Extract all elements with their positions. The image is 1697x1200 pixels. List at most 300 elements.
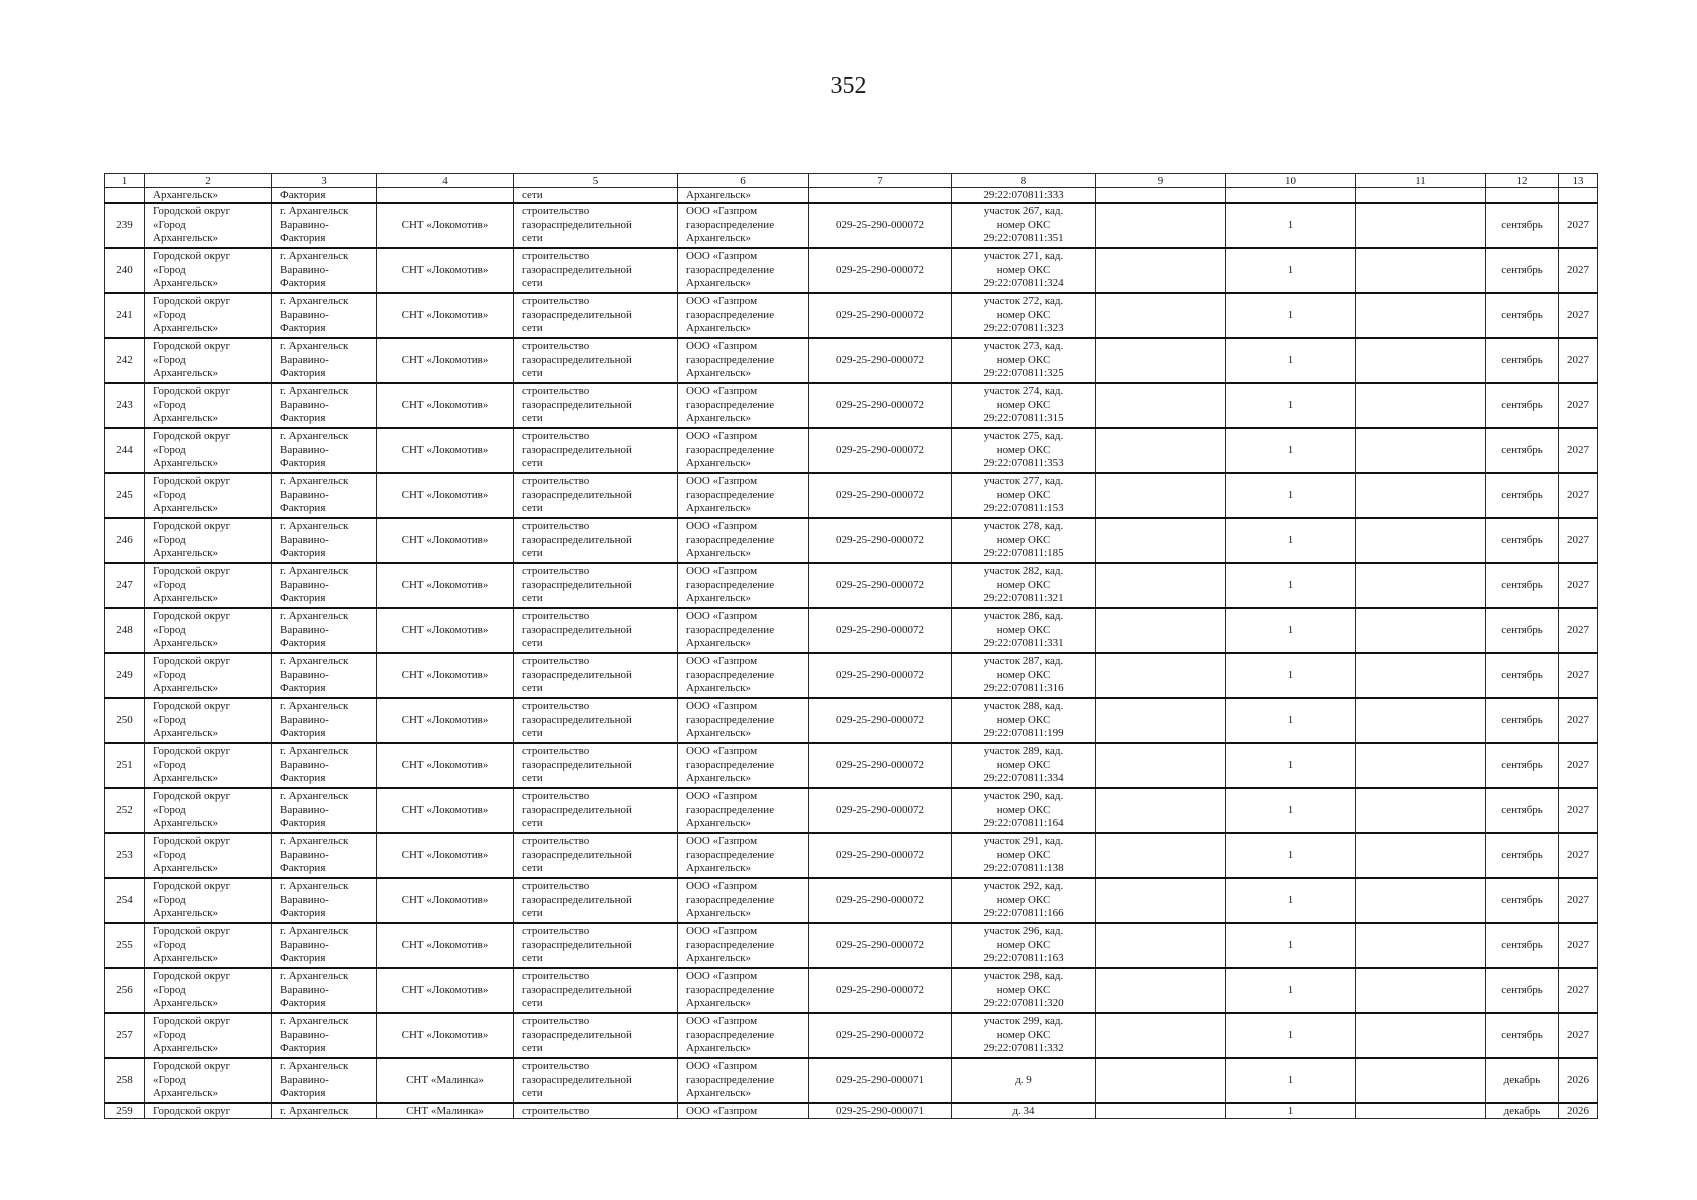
cell-object: участок 287, кад. номер ОКС 29:22:070811:316 [952,653,1096,698]
cell-district: Городской округ «Город Архангельск» [145,203,272,248]
cell-col11 [1356,653,1486,698]
cell-code: 029-25-290-000072 [809,968,952,1013]
cell-snt: СНТ «Локомотив» [377,788,514,833]
table-row [105,1013,1598,1058]
cell-locality: г. Архангельск Варавино- Фактория [272,743,377,788]
cell-district: Городской округ [145,1103,272,1119]
cell-district: Городской округ «Город Архангельск» [145,563,272,608]
cell-object: участок 298, кад. номер ОКС 29:22:070811:320 [952,968,1096,1013]
cell-locality: г. Архангельск Варавино- Фактория [272,293,377,338]
cell-quantity: 1 [1226,248,1356,293]
cell-district: Городской округ «Город Архангельск» [145,968,272,1013]
cell-code: 029-25-290-000072 [809,338,952,383]
cell-number: 242 [105,338,145,383]
cell-locality: г. Архангельск Варавино- Фактория [272,1058,377,1103]
cell-snt: СНТ «Локомотив» [377,248,514,293]
cell-organization: ООО «Газпром газораспределение Архангельск» [678,743,809,788]
cell-col9 [1096,743,1226,788]
table-row [105,1058,1598,1103]
cell-work: строительство газораспределительной сети [514,473,678,518]
cell-col9 [1096,788,1226,833]
cell-number: 256 [105,968,145,1013]
cell-locality: г. Архангельск Варавино- Фактория [272,653,377,698]
cell-code: 029-25-290-000072 [809,743,952,788]
cell-work: строительство газораспределительной сети [514,518,678,563]
cell-col11 [1356,743,1486,788]
cell-number: 252 [105,788,145,833]
cell-year: 2027 [1559,248,1598,293]
cell-work: строительство газораспределительной сети [514,293,678,338]
table-row [105,1103,1598,1119]
cell-locality: г. Архангельск Варавино- Фактория [272,788,377,833]
column-number-row [105,174,1598,188]
cell-organization: ООО «Газпром газораспределение Архангельск» [678,293,809,338]
cell-object: участок 282, кад. номер ОКС 29:22:070811:321 [952,563,1096,608]
cell-district: Городской округ «Город Архангельск» [145,338,272,383]
cell-number: 258 [105,1058,145,1103]
cell-month: сентябрь [1486,473,1559,518]
cell-locality: г. Архангельск Варавино- Фактория [272,338,377,383]
cell-month: сентябрь [1486,833,1559,878]
cell-col11 [1356,923,1486,968]
cell-object: участок 278, кад. номер ОКС 29:22:070811:185 [952,518,1096,563]
table-row [105,383,1598,428]
cell-number: 257 [105,1013,145,1058]
cell-work: сети [514,188,678,204]
cell-code: 029-25-290-000072 [809,833,952,878]
cell-object: участок 286, кад. номер ОКС 29:22:070811:331 [952,608,1096,653]
cell-number: 255 [105,923,145,968]
cell-month: сентябрь [1486,383,1559,428]
cell-work: строительство газораспределительной сети [514,833,678,878]
cell-number: 245 [105,473,145,518]
cell-quantity: 1 [1226,878,1356,923]
cell-quantity [1226,188,1356,204]
cell-code: 029-25-290-000072 [809,383,952,428]
cell-district: Городской округ «Город Архангельск» [145,1013,272,1058]
cell-district: Городской округ «Город Архангельск» [145,428,272,473]
cell-organization: ООО «Газпром газораспределение Архангельск» [678,1058,809,1103]
cell-locality: г. Архангельск Варавино- Фактория [272,428,377,473]
cell-locality: г. Архангельск Варавино- Фактория [272,968,377,1013]
cell-quantity: 1 [1226,203,1356,248]
cell-quantity: 1 [1226,608,1356,653]
cell-locality: г. Архангельск Варавино- Фактория [272,203,377,248]
column-number: 10 [1226,174,1356,188]
cell-snt: СНТ «Локомотив» [377,383,514,428]
cell-code: 029-25-290-000072 [809,698,952,743]
cell-snt: СНТ «Локомотив» [377,923,514,968]
cell-year: 2027 [1559,653,1598,698]
cell-number: 243 [105,383,145,428]
cell-code: 029-25-290-000072 [809,428,952,473]
cell-district: Городской округ «Город Архангельск» [145,653,272,698]
cell-col9 [1096,188,1226,204]
cell-organization: Архангельск» [678,188,809,204]
cell-number: 249 [105,653,145,698]
cell-organization: ООО «Газпром газораспределение Архангельск» [678,383,809,428]
cell-organization: ООО «Газпром газораспределение Архангельск» [678,653,809,698]
cell-object: участок 292, кад. номер ОКС 29:22:070811:166 [952,878,1096,923]
cell-object: участок 275, кад. номер ОКС 29:22:070811:353 [952,428,1096,473]
cell-quantity: 1 [1226,1013,1356,1058]
cell-year [1559,188,1598,204]
cell-district: Городской округ «Город Архангельск» [145,608,272,653]
table-row [105,698,1598,743]
cell-year: 2027 [1559,878,1598,923]
cell-month: сентябрь [1486,743,1559,788]
cell-col11 [1356,878,1486,923]
table-row [105,248,1598,293]
cell-year: 2027 [1559,698,1598,743]
cell-quantity: 1 [1226,518,1356,563]
cell-year: 2027 [1559,428,1598,473]
table-row [105,293,1598,338]
cell-snt [377,188,514,204]
table-row [105,743,1598,788]
column-number: 3 [272,174,377,188]
cell-organization: ООО «Газпром газораспределение Архангельск» [678,428,809,473]
cell-organization: ООО «Газпром газораспределение Архангельск» [678,698,809,743]
cell-number: 253 [105,833,145,878]
table-row [105,203,1598,248]
table-row [105,563,1598,608]
cell-col11 [1356,248,1486,293]
cell-quantity: 1 [1226,743,1356,788]
column-number: 9 [1096,174,1226,188]
cell-quantity: 1 [1226,563,1356,608]
cell-work: строительство газораспределительной сети [514,788,678,833]
cell-organization: ООО «Газпром [678,1103,809,1119]
cell-snt: СНТ «Малинка» [377,1058,514,1103]
cell-quantity: 1 [1226,788,1356,833]
cell-quantity: 1 [1226,968,1356,1013]
cell-district: Городской округ «Город Архангельск» [145,743,272,788]
cell-work: строительство газораспределительной сети [514,1013,678,1058]
cell-locality: г. Архангельск [272,1103,377,1119]
cell-quantity: 1 [1226,653,1356,698]
cell-district: Городской округ «Город Архангельск» [145,698,272,743]
cell-organization: ООО «Газпром газораспределение Архангельск» [678,473,809,518]
cell-snt: СНТ «Локомотив» [377,878,514,923]
table-row [105,653,1598,698]
cell-year: 2027 [1559,608,1598,653]
cell-col11 [1356,1058,1486,1103]
cell-number: 248 [105,608,145,653]
cell-col9 [1096,923,1226,968]
table-row [105,833,1598,878]
cell-quantity: 1 [1226,833,1356,878]
cell-work: строительство газораспределительной сети [514,653,678,698]
cell-code: 029-25-290-000071 [809,1103,952,1119]
cell-month: сентябрь [1486,338,1559,383]
cell-code: 029-25-290-000072 [809,248,952,293]
cell-col9 [1096,608,1226,653]
cell-locality: г. Архангельск Варавино- Фактория [272,248,377,293]
cell-district: Городской округ «Город Архангельск» [145,518,272,563]
cell-col9 [1096,203,1226,248]
cell-district: Городской округ «Город Архангельск» [145,878,272,923]
cell-month: декабрь [1486,1058,1559,1103]
cell-work: строительство газораспределительной сети [514,428,678,473]
cell-year: 2027 [1559,203,1598,248]
cell-code: 029-25-290-000072 [809,608,952,653]
cell-quantity: 1 [1226,473,1356,518]
cell-col9 [1096,563,1226,608]
cell-organization: ООО «Газпром газораспределение Архангельск» [678,203,809,248]
cell-month: сентябрь [1486,203,1559,248]
cell-organization: ООО «Газпром газораспределение Архангельск» [678,788,809,833]
cell-number [105,188,145,204]
cell-work: строительство газораспределительной сети [514,878,678,923]
cell-code [809,188,952,204]
table-row [105,518,1598,563]
cell-snt: СНТ «Малинка» [377,1103,514,1119]
cell-year: 2027 [1559,473,1598,518]
cell-work: строительство газораспределительной сети [514,203,678,248]
cell-work: строительство газораспределительной сети [514,608,678,653]
cell-col11 [1356,1103,1486,1119]
cell-code: 029-25-290-000072 [809,293,952,338]
cell-quantity: 1 [1226,293,1356,338]
cell-month [1486,188,1559,204]
column-number: 4 [377,174,514,188]
table-row [105,878,1598,923]
cell-object: участок 277, кад. номер ОКС 29:22:070811:153 [952,473,1096,518]
cell-month: сентябрь [1486,1013,1559,1058]
cell-col11 [1356,203,1486,248]
cell-col9 [1096,1103,1226,1119]
cell-month: сентябрь [1486,293,1559,338]
cell-col9 [1096,1058,1226,1103]
column-number: 5 [514,174,678,188]
cell-year: 2027 [1559,788,1598,833]
cell-code: 029-25-290-000072 [809,788,952,833]
cell-locality: г. Архангельск Варавино- Фактория [272,383,377,428]
column-number: 7 [809,174,952,188]
page-number: 352 [830,73,867,99]
column-number: 6 [678,174,809,188]
cell-organization: ООО «Газпром газораспределение Архангельск» [678,878,809,923]
cell-col11 [1356,383,1486,428]
cell-snt: СНТ «Локомотив» [377,563,514,608]
cell-col11 [1356,428,1486,473]
cell-number: 241 [105,293,145,338]
cell-col9 [1096,968,1226,1013]
cell-object: участок 291, кад. номер ОКС 29:22:070811:138 [952,833,1096,878]
cell-organization: ООО «Газпром газораспределение Архангельск» [678,1013,809,1058]
cell-object: д. 34 [952,1103,1096,1119]
cell-month: сентябрь [1486,653,1559,698]
cell-col11 [1356,518,1486,563]
cell-object: участок 267, кад. номер ОКС 29:22:070811:351 [952,203,1096,248]
cell-code: 029-25-290-000072 [809,203,952,248]
table-row [105,788,1598,833]
cell-number: 259 [105,1103,145,1119]
column-number: 1 [105,174,145,188]
column-number: 2 [145,174,272,188]
table-row [105,473,1598,518]
cell-quantity: 1 [1226,428,1356,473]
cell-object: д. 9 [952,1058,1096,1103]
cell-district: Городской округ «Город Архангельск» [145,1058,272,1103]
column-number: 12 [1486,174,1559,188]
cell-year: 2027 [1559,383,1598,428]
cell-col11 [1356,188,1486,204]
cell-organization: ООО «Газпром газораспределение Архангельск» [678,563,809,608]
cell-col9 [1096,518,1226,563]
cell-locality: г. Архангельск Варавино- Фактория [272,833,377,878]
cell-locality: г. Архангельск Варавино- Фактория [272,878,377,923]
cell-snt: СНТ «Локомотив» [377,1013,514,1058]
cell-quantity: 1 [1226,698,1356,743]
column-number: 13 [1559,174,1598,188]
cell-year: 2027 [1559,338,1598,383]
cell-number: 244 [105,428,145,473]
continuation-row [105,188,1598,204]
cell-month: сентябрь [1486,698,1559,743]
cell-month: сентябрь [1486,923,1559,968]
cell-col11 [1356,338,1486,383]
cell-snt: СНТ «Локомотив» [377,608,514,653]
cell-code: 029-25-290-000071 [809,1058,952,1103]
cell-object: участок 274, кад. номер ОКС 29:22:070811:315 [952,383,1096,428]
table-row [105,968,1598,1013]
table-row [105,608,1598,653]
cell-col11 [1356,563,1486,608]
table-row [105,923,1598,968]
cell-object: участок 296, кад. номер ОКС 29:22:070811:163 [952,923,1096,968]
cell-locality: г. Архангельск Варавино- Фактория [272,473,377,518]
cell-code: 029-25-290-000072 [809,653,952,698]
cell-district: Городской округ «Город Архангельск» [145,293,272,338]
cell-year: 2027 [1559,518,1598,563]
cell-object: участок 288, кад. номер ОКС 29:22:070811:199 [952,698,1096,743]
cell-number: 247 [105,563,145,608]
cell-work: строительство газораспределительной сети [514,248,678,293]
table-row [105,428,1598,473]
cell-object: 29:22:070811:333 [952,188,1096,204]
cell-object: участок 289, кад. номер ОКС 29:22:070811:334 [952,743,1096,788]
cell-snt: СНТ «Локомотив» [377,518,514,563]
cell-snt: СНТ «Локомотив» [377,698,514,743]
cell-col9 [1096,833,1226,878]
cell-col9 [1096,698,1226,743]
cell-organization: ООО «Газпром газораспределение Архангельск» [678,608,809,653]
cell-quantity: 1 [1226,923,1356,968]
cell-col9 [1096,878,1226,923]
cell-month: сентябрь [1486,248,1559,293]
column-number: 11 [1356,174,1486,188]
cell-col11 [1356,1013,1486,1058]
cell-year: 2026 [1559,1058,1598,1103]
cell-district: Городской округ «Город Архангельск» [145,833,272,878]
cell-col9 [1096,383,1226,428]
cell-col11 [1356,833,1486,878]
cell-work: строительство [514,1103,678,1119]
cell-snt: СНТ «Локомотив» [377,743,514,788]
table-row [105,338,1598,383]
cell-object: участок 290, кад. номер ОКС 29:22:070811:164 [952,788,1096,833]
cell-work: строительство газораспределительной сети [514,743,678,788]
cell-number: 239 [105,203,145,248]
cell-organization: ООО «Газпром газораспределение Архангельск» [678,338,809,383]
cell-code: 029-25-290-000072 [809,923,952,968]
cell-col9 [1096,293,1226,338]
cell-code: 029-25-290-000072 [809,518,952,563]
register-table [104,173,1598,1119]
cell-organization: ООО «Газпром газораспределение Архангельск» [678,248,809,293]
cell-locality: г. Архангельск Варавино- Фактория [272,698,377,743]
cell-district: Городской округ «Город Архангельск» [145,383,272,428]
column-number: 8 [952,174,1096,188]
cell-locality: Фактория [272,188,377,204]
cell-code: 029-25-290-000072 [809,473,952,518]
cell-district: Городской округ «Город Архангельск» [145,248,272,293]
cell-col9 [1096,428,1226,473]
cell-year: 2027 [1559,1013,1598,1058]
cell-quantity: 1 [1226,383,1356,428]
cell-object: участок 299, кад. номер ОКС 29:22:070811:332 [952,1013,1096,1058]
cell-work: строительство газораспределительной сети [514,338,678,383]
cell-locality: г. Архангельск Варавино- Фактория [272,563,377,608]
cell-work: строительство газораспределительной сети [514,698,678,743]
cell-work: строительство газораспределительной сети [514,1058,678,1103]
cell-number: 240 [105,248,145,293]
cell-col9 [1096,338,1226,383]
cell-work: строительство газораспределительной сети [514,383,678,428]
cell-code: 029-25-290-000072 [809,563,952,608]
cell-district: Городской округ «Город Архангельск» [145,923,272,968]
cell-month: сентябрь [1486,968,1559,1013]
cell-col11 [1356,788,1486,833]
cell-month: сентябрь [1486,788,1559,833]
cell-organization: ООО «Газпром газораспределение Архангельск» [678,923,809,968]
cell-district: Городской округ «Город Архангельск» [145,473,272,518]
cell-work: строительство газораспределительной сети [514,968,678,1013]
cell-code: 029-25-290-000072 [809,1013,952,1058]
cell-district: Городской округ «Город Архангельск» [145,788,272,833]
cell-month: декабрь [1486,1103,1559,1119]
cell-number: 250 [105,698,145,743]
cell-snt: СНТ «Локомотив» [377,338,514,383]
cell-col11 [1356,473,1486,518]
cell-month: сентябрь [1486,428,1559,473]
cell-year: 2027 [1559,563,1598,608]
cell-snt: СНТ «Локомотив» [377,968,514,1013]
cell-quantity: 1 [1226,1058,1356,1103]
cell-snt: СНТ «Локомотив» [377,653,514,698]
cell-object: участок 272, кад. номер ОКС 29:22:070811:323 [952,293,1096,338]
cell-organization: ООО «Газпром газораспределение Архангельск» [678,518,809,563]
cell-year: 2027 [1559,743,1598,788]
cell-work: строительство газораспределительной сети [514,563,678,608]
cell-object: участок 273, кад. номер ОКС 29:22:070811:325 [952,338,1096,383]
cell-snt: СНТ «Локомотив» [377,293,514,338]
cell-snt: СНТ «Локомотив» [377,833,514,878]
cell-locality: г. Архангельск Варавино- Фактория [272,518,377,563]
cell-month: сентябрь [1486,518,1559,563]
cell-code: 029-25-290-000072 [809,878,952,923]
cell-snt: СНТ «Локомотив» [377,203,514,248]
cell-number: 254 [105,878,145,923]
cell-quantity: 1 [1226,338,1356,383]
cell-organization: ООО «Газпром газораспределение Архангельск» [678,833,809,878]
cell-object: участок 271, кад. номер ОКС 29:22:070811:324 [952,248,1096,293]
cell-locality: г. Архангельск Варавино- Фактория [272,1013,377,1058]
cell-locality: г. Архангельск Варавино- Фактория [272,608,377,653]
cell-number: 251 [105,743,145,788]
